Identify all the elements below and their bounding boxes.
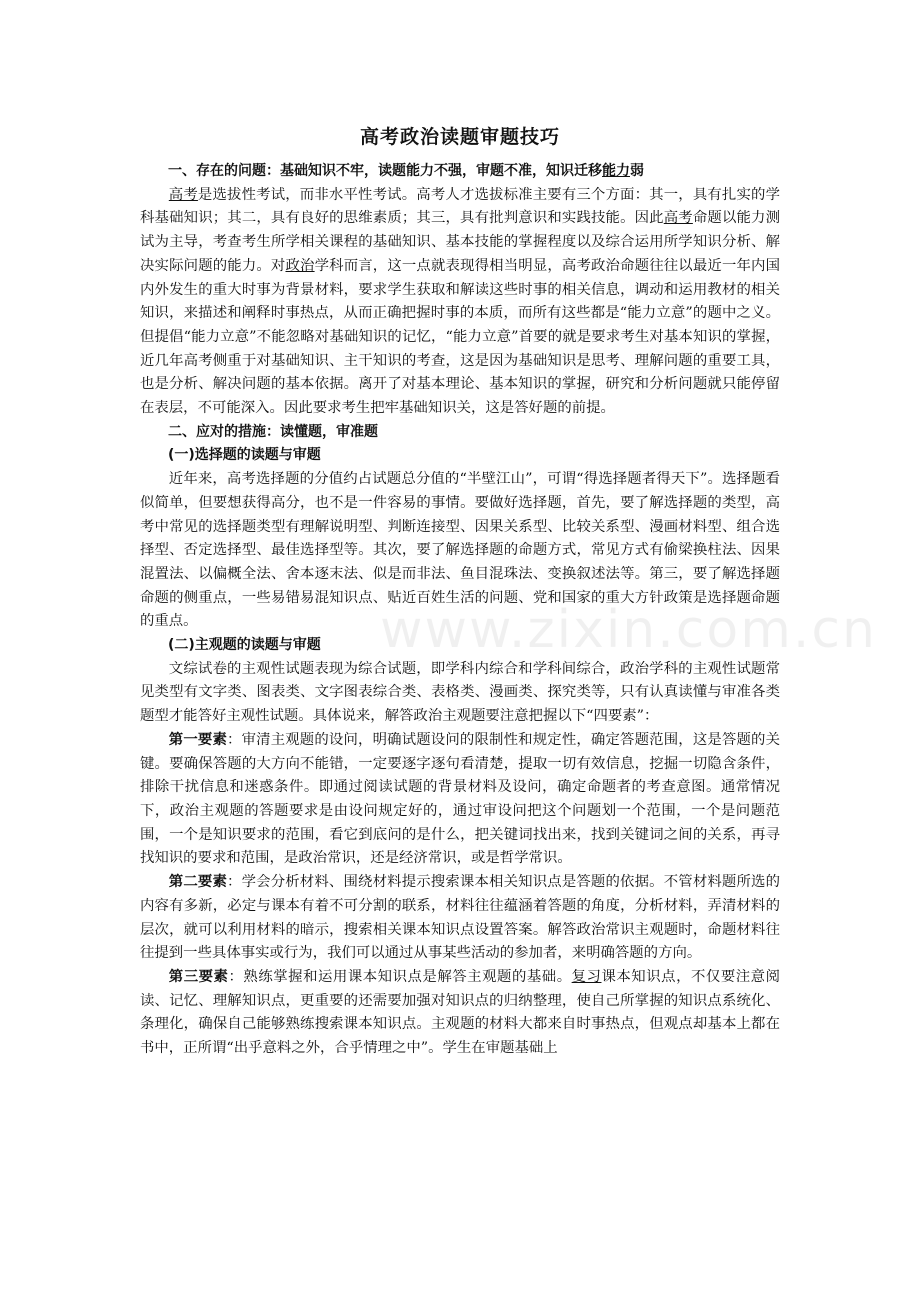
link-gaokao-1[interactable]: 高考 [168, 186, 198, 203]
subsection2-paragraph: 文综试卷的主观性试题表现为综合试题，即学科内综合和学科间综合，政治学科的主观性试题常见类型有文字类、图表类、文字图表综合类、表格类、漫画类、探究类等，只有认真读懂与审准各类题型才能答好主观性试题。具体说来，解答政治主观题要注意把握以下“四要素”： [140, 660, 780, 725]
link-gaokao-2[interactable]: 高考 [663, 210, 693, 227]
section1-paragraph [140, 184, 780, 421]
element1-text: ：审清主观题的设问，明确试题设问的限制性和规定性，确定答题范围，这是答题的关键。要确保答题的大方向不能错，一定要逐字逐句看清楚，提取一切有效信息，挖掘一切隐含条件，排除干扰信息和迷惑条件。即通过阅读试题的背景材料及设问，确定命题者的考查意图。通常情况下，政治主观题的答题要求是由设问规定好的，通过审设问把这个问题划一个范围，一个是问题范围，一个是知识要求的范围，看它到底问的是什么，把关键词找出来，找到关键词之间的关系，再寻找知识的要求和范围，是政治常识，还是经济常识，或是哲学常识。 [140, 731, 780, 867]
element3-text-b: 课本知识点，不仅要注意阅读、记忆、理解知识点，更重要的还需要加强对知识点的归纳整理，使自己所掌握的知识点系统化、条理化，确保自己能够熟练搜索课本知识点。主观题的材料大都来自时事热点，但观点却基本上都在书中，正所谓“出乎意料之外，合乎情理之中”。学生在审题基础上 [140, 968, 780, 1057]
section1-text-b: 命题以能力测试为主导，考查考生所学相关课程的基础知识、基本技能的掌握程度以及综合运用所学知识分析、解决实际问题的能力。对 [140, 210, 780, 274]
link-zhengzhi[interactable]: 政治 [285, 257, 315, 274]
element2-lead: 第二要素 [168, 874, 228, 891]
link-nengli[interactable]: 能力 [602, 163, 630, 179]
element1-paragraph [140, 729, 780, 871]
element2-text: ：学会分析材料、围绕材料提示搜索课本相关知识点是答题的依据。不管材料题所选的内容有多新，必定与课本有着不可分割的联系，材料往往蕴涵着答题的角度，分析材料，弄清材料的层次，就可以利用材料的暗示，搜索相关课本知识点设置答案。解答政治常识主观题时，命题材料往往提到一些具体事实或行为，我们可以通过从事某些活动的参加者，来明确答题的方向。 [140, 874, 780, 962]
section1-heading [140, 160, 780, 184]
element3-lead: 第三要素 [168, 968, 229, 985]
section1-heading-text: 一、存在的问题：基础知识不牢，读题能力不强，审题不准，知识迁移 [168, 163, 602, 179]
section2-heading: 二、应对的措施：读懂题，审准题 [168, 423, 378, 440]
subsection1-heading: (一)选择题的读题与审题 [168, 447, 321, 464]
element1-lead: 第一要素 [168, 731, 228, 748]
link-fuxi[interactable]: 复习 [571, 968, 602, 985]
section1-text-c: 学科而言，这一点就表现得相当明显，高考政治命题往往以最近一年内国内外发生的重大时事为背景材料，要求学生获取和解读这些时事的相关信息，调动和运用教材的相关知识，来描述和阐释时事热点，从而正确把握时事的本质，而所有这些都是“能力立意”的题中之义。但提倡“能力立意”不能忽略对基础知识的记忆，“能力立意”首要的就是要求考生对基本知识的掌握，近几年高考侧重于对基础知识、主干知识的考查，这是因为基础知识是思考、理解问题的重要工具，也是分析、解决问题的基本依据。离开了对基本理论、基本知识的掌握，研究和分析问题就只能停留在表层，不可能深入。因此要求考生把牢基础知识关，这是答好题的前提。 [140, 257, 780, 417]
element3-paragraph [140, 966, 780, 1061]
page-title: 高考政治读题审题技巧 [359, 126, 560, 148]
section1-heading-tail: 弱 [630, 163, 644, 179]
element2-paragraph [140, 871, 780, 966]
element3-text-a: ：熟练掌握和运用课本知识点是解答主观题的基础。 [228, 968, 572, 985]
subsection1-paragraph: 近年来，高考选择题的分值约占试题总分值的“半壁江山”，可谓“得选择题者得天下”。选择题看似简单，但要想获得高分，也不是一件容易的事情。要做好选择题，首先，要了解选择题的类型，高考中常见的选择题类型有理解说明型、判断连接型、因果关系型、比较关系型、漫画材料型、组合选择型、否定选择型、最佳选择型等。其次，要了解选择题的命题方式，常见方式有偷梁换柱法、因果混置法、以偏概全法、舍本逐末法、似是而非法、鱼目混珠法、变换叙述法等。第三，要了解选择题命题的侧重点，一些易错易混知识点、贴近百姓生活的问题、党和国家的重大方针政策是选择题命题的重点。 [140, 471, 780, 630]
watermark: www.zixin.com.cn [380, 600, 877, 660]
section1-text-a: 是选拔性考试，而非水平性考试。高考人才选拔标准主要有三个方面：其一，具有扎实的学科基础知识；其二，具有良好的思维素质；其三，具有批判意识和实践技能。因此 [140, 186, 780, 227]
document-body [140, 160, 780, 1061]
subsection2-heading: (二)主观题的读题与审题 [168, 637, 321, 654]
